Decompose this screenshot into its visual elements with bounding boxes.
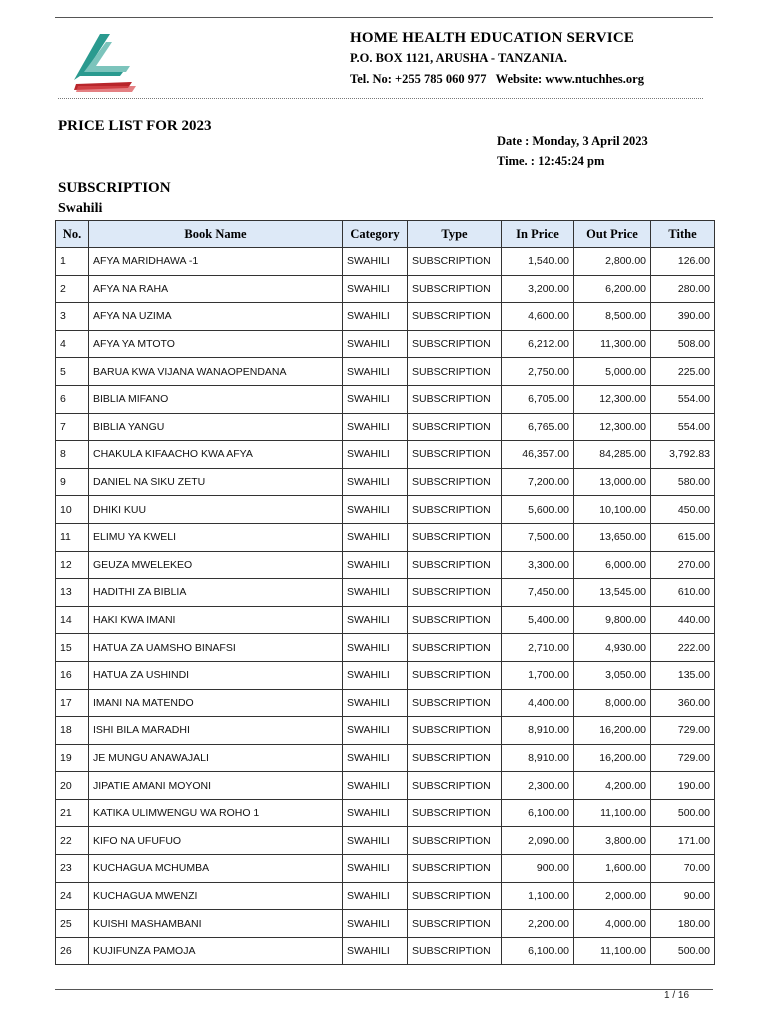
out-price-cell: 5,000.00 [574,358,651,386]
tithe-cell: 126.00 [651,248,715,276]
book-name-cell: CHAKULA KIFAACHO KWA AFYA [89,441,343,469]
table-row [56,579,715,607]
table-row [56,882,715,910]
book-name-cell: AFYA NA RAHA [89,275,343,303]
tithe-cell: 440.00 [651,606,715,634]
organization-name: HOME HEALTH EDUCATION SERVICE [350,30,635,46]
category-cell: SWAHILI [343,358,408,386]
category-cell: SWAHILI [343,385,408,413]
category-cell: SWAHILI [343,744,408,772]
document-date: Date : Monday, 3 April 2023 [497,134,648,148]
in-price-cell: 7,450.00 [502,579,574,607]
document-time: Time. : 12:45:24 pm [497,154,605,168]
type-cell: SUBSCRIPTION [408,579,502,607]
in-price-cell: 6,100.00 [502,937,574,965]
book-name-cell: HATUA ZA USHINDI [89,661,343,689]
out-price-cell: 3,800.00 [574,827,651,855]
book-name-cell: DANIEL NA SIKU ZETU [89,468,343,496]
out-price-cell: 84,285.00 [574,441,651,469]
category-cell: SWAHILI [343,551,408,579]
out-price-cell: 16,200.00 [574,717,651,745]
type-cell: SUBSCRIPTION [408,744,502,772]
type-cell: SUBSCRIPTION [408,937,502,965]
type-cell: SUBSCRIPTION [408,606,502,634]
row-number-cell: 25 [56,910,89,938]
column-header: Book Name [89,221,343,248]
out-price-cell: 2,000.00 [574,882,651,910]
in-price-cell: 1,100.00 [502,882,574,910]
row-number-cell: 24 [56,882,89,910]
out-price-cell: 9,800.00 [574,606,651,634]
book-name-cell: KATIKA ULIMWENGU WA ROHO 1 [89,799,343,827]
table-row [56,855,715,883]
table-row [56,248,715,276]
row-number-cell: 9 [56,468,89,496]
row-number-cell: 26 [56,937,89,965]
in-price-cell: 6,100.00 [502,799,574,827]
tithe-cell: 360.00 [651,689,715,717]
tithe-cell: 390.00 [651,303,715,331]
tithe-cell: 171.00 [651,827,715,855]
tithe-cell: 135.00 [651,661,715,689]
in-price-cell: 4,600.00 [502,303,574,331]
in-price-cell: 5,600.00 [502,496,574,524]
tithe-cell: 554.00 [651,413,715,441]
table-row [56,303,715,331]
out-price-cell: 2,800.00 [574,248,651,276]
category-cell: SWAHILI [343,855,408,883]
tithe-cell: 3,792.83 [651,441,715,469]
type-cell: SUBSCRIPTION [408,882,502,910]
type-cell: SUBSCRIPTION [408,248,502,276]
tithe-cell: 500.00 [651,937,715,965]
row-number-cell: 10 [56,496,89,524]
table-row [56,413,715,441]
book-name-cell: JIPATIE AMANI MOYONI [89,772,343,800]
out-price-cell: 8,000.00 [574,689,651,717]
table-header-row [56,221,715,248]
in-price-cell: 46,357.00 [502,441,574,469]
book-name-cell: KUCHAGUA MCHUMBA [89,855,343,883]
in-price-cell: 2,750.00 [502,358,574,386]
column-header: Category [343,221,408,248]
in-price-cell: 6,212.00 [502,330,574,358]
book-name-cell: JE MUNGU ANAWAJALI [89,744,343,772]
section-heading: SUBSCRIPTION [58,180,171,196]
out-price-cell: 4,930.00 [574,634,651,662]
row-number-cell: 6 [56,385,89,413]
table-row [56,744,715,772]
table-row [56,551,715,579]
out-price-cell: 11,100.00 [574,799,651,827]
tithe-cell: 615.00 [651,523,715,551]
category-cell: SWAHILI [343,827,408,855]
table-row [56,606,715,634]
tithe-cell: 180.00 [651,910,715,938]
category-cell: SWAHILI [343,799,408,827]
organization-logo [66,28,140,94]
category-cell: SWAHILI [343,413,408,441]
category-cell: SWAHILI [343,441,408,469]
book-name-cell: KIFO NA UFUFUO [89,827,343,855]
category-cell: SWAHILI [343,468,408,496]
type-cell: SUBSCRIPTION [408,385,502,413]
type-cell: SUBSCRIPTION [408,689,502,717]
in-price-cell: 6,765.00 [502,413,574,441]
table-row [56,827,715,855]
out-price-cell: 16,200.00 [574,744,651,772]
out-price-cell: 4,000.00 [574,910,651,938]
book-name-cell: DHIKI KUU [89,496,343,524]
row-number-cell: 22 [56,827,89,855]
column-header: In Price [502,221,574,248]
table-row [56,634,715,662]
column-header: No. [56,221,89,248]
category-cell: SWAHILI [343,248,408,276]
table-row [56,661,715,689]
table-row [56,358,715,386]
tithe-cell: 270.00 [651,551,715,579]
row-number-cell: 15 [56,634,89,662]
row-number-cell: 23 [56,855,89,883]
type-cell: SUBSCRIPTION [408,441,502,469]
category-cell: SWAHILI [343,634,408,662]
book-name-cell: HADITHI ZA BIBLIA [89,579,343,607]
tithe-cell: 729.00 [651,717,715,745]
tithe-cell: 70.00 [651,855,715,883]
page-indicator: 1 / 16 [664,990,690,1001]
category-cell: SWAHILI [343,717,408,745]
top-rule [55,17,713,18]
table-row [56,385,715,413]
footer-rule [55,989,713,990]
type-cell: SUBSCRIPTION [408,799,502,827]
out-price-cell: 6,200.00 [574,275,651,303]
table-row [56,717,715,745]
header-divider [58,98,703,99]
type-cell: SUBSCRIPTION [408,910,502,938]
table-row [56,275,715,303]
book-name-cell: KUCHAGUA MWENZI [89,882,343,910]
in-price-cell: 2,200.00 [502,910,574,938]
type-cell: SUBSCRIPTION [408,717,502,745]
category-cell: SWAHILI [343,330,408,358]
in-price-cell: 7,500.00 [502,523,574,551]
book-name-cell: HAKI KWA IMANI [89,606,343,634]
type-cell: SUBSCRIPTION [408,772,502,800]
book-name-cell: BIBLIA YANGU [89,413,343,441]
category-cell: SWAHILI [343,303,408,331]
category-cell: SWAHILI [343,579,408,607]
in-price-cell: 5,400.00 [502,606,574,634]
type-cell: SUBSCRIPTION [408,661,502,689]
book-name-cell: KUISHI MASHAMBANI [89,910,343,938]
type-cell: SUBSCRIPTION [408,827,502,855]
in-price-cell: 6,705.00 [502,385,574,413]
category-cell: SWAHILI [343,689,408,717]
book-name-cell: GEUZA MWELEKEO [89,551,343,579]
tithe-cell: 450.00 [651,496,715,524]
tithe-cell: 580.00 [651,468,715,496]
row-number-cell: 12 [56,551,89,579]
type-cell: SUBSCRIPTION [408,551,502,579]
row-number-cell: 7 [56,413,89,441]
in-price-cell: 8,910.00 [502,744,574,772]
row-number-cell: 21 [56,799,89,827]
out-price-cell: 6,000.00 [574,551,651,579]
in-price-cell: 3,300.00 [502,551,574,579]
book-name-cell: AFYA MARIDHAWA -1 [89,248,343,276]
organization-contact: Tel. No: +255 785 060 977 Website: www.ntuchhes.org [350,72,644,86]
table-row [56,468,715,496]
row-number-cell: 13 [56,579,89,607]
organization-address: P.O. BOX 1121, ARUSHA - TANZANIA. [350,51,567,65]
category-cell: SWAHILI [343,937,408,965]
out-price-cell: 13,650.00 [574,523,651,551]
category-cell: SWAHILI [343,772,408,800]
row-number-cell: 2 [56,275,89,303]
table-row [56,330,715,358]
row-number-cell: 5 [56,358,89,386]
document-meta [497,131,648,171]
category-cell: SWAHILI [343,496,408,524]
table-body [56,248,715,965]
table-row [56,441,715,469]
category-cell: SWAHILI [343,910,408,938]
tithe-cell: 222.00 [651,634,715,662]
in-price-cell: 1,540.00 [502,248,574,276]
out-price-cell: 10,100.00 [574,496,651,524]
type-cell: SUBSCRIPTION [408,275,502,303]
out-price-cell: 3,050.00 [574,661,651,689]
row-number-cell: 1 [56,248,89,276]
document-title: PRICE LIST FOR 2023 [58,118,212,134]
tithe-cell: 508.00 [651,330,715,358]
in-price-cell: 1,700.00 [502,661,574,689]
row-number-cell: 16 [56,661,89,689]
row-number-cell: 17 [56,689,89,717]
row-number-cell: 20 [56,772,89,800]
tithe-cell: 280.00 [651,275,715,303]
type-cell: SUBSCRIPTION [408,855,502,883]
table-row [56,772,715,800]
tithe-cell: 500.00 [651,799,715,827]
out-price-cell: 1,600.00 [574,855,651,883]
type-cell: SUBSCRIPTION [408,523,502,551]
category-cell: SWAHILI [343,661,408,689]
organization-info [350,30,644,87]
category-cell: SWAHILI [343,606,408,634]
price-table [55,220,715,965]
type-cell: SUBSCRIPTION [408,468,502,496]
in-price-cell: 3,200.00 [502,275,574,303]
column-header: Out Price [574,221,651,248]
row-number-cell: 19 [56,744,89,772]
subsection-heading: Swahili [58,201,103,216]
book-name-cell: BIBLIA MIFANO [89,385,343,413]
table-row [56,910,715,938]
table-row [56,937,715,965]
in-price-cell: 8,910.00 [502,717,574,745]
book-name-cell: BARUA KWA VIJANA WANAOPENDANA [89,358,343,386]
in-price-cell: 4,400.00 [502,689,574,717]
out-price-cell: 13,000.00 [574,468,651,496]
in-price-cell: 2,090.00 [502,827,574,855]
tithe-cell: 554.00 [651,385,715,413]
out-price-cell: 4,200.00 [574,772,651,800]
type-cell: SUBSCRIPTION [408,303,502,331]
column-header: Tithe [651,221,715,248]
tithe-cell: 225.00 [651,358,715,386]
row-number-cell: 18 [56,717,89,745]
row-number-cell: 3 [56,303,89,331]
book-name-cell: AFYA NA UZIMA [89,303,343,331]
out-price-cell: 11,300.00 [574,330,651,358]
book-name-cell: IMANI NA MATENDO [89,689,343,717]
in-price-cell: 2,300.00 [502,772,574,800]
out-price-cell: 11,100.00 [574,937,651,965]
out-price-cell: 12,300.00 [574,413,651,441]
out-price-cell: 12,300.00 [574,385,651,413]
table-row [56,496,715,524]
book-name-cell: ISHI BILA MARADHI [89,717,343,745]
book-name-cell: ELIMU YA KWELI [89,523,343,551]
category-cell: SWAHILI [343,882,408,910]
type-cell: SUBSCRIPTION [408,634,502,662]
table-row [56,689,715,717]
table-row [56,799,715,827]
book-name-cell: HATUA ZA UAMSHO BINAFSI [89,634,343,662]
row-number-cell: 8 [56,441,89,469]
book-name-cell: AFYA YA MTOTO [89,330,343,358]
tithe-cell: 90.00 [651,882,715,910]
tithe-cell: 729.00 [651,744,715,772]
type-cell: SUBSCRIPTION [408,358,502,386]
in-price-cell: 900.00 [502,855,574,883]
table-row [56,523,715,551]
category-cell: SWAHILI [343,523,408,551]
tithe-cell: 190.00 [651,772,715,800]
row-number-cell: 4 [56,330,89,358]
out-price-cell: 8,500.00 [574,303,651,331]
category-cell: SWAHILI [343,275,408,303]
out-price-cell: 13,545.00 [574,579,651,607]
type-cell: SUBSCRIPTION [408,330,502,358]
type-cell: SUBSCRIPTION [408,413,502,441]
type-cell: SUBSCRIPTION [408,496,502,524]
book-name-cell: KUJIFUNZA PAMOJA [89,937,343,965]
column-header: Type [408,221,502,248]
row-number-cell: 14 [56,606,89,634]
tithe-cell: 610.00 [651,579,715,607]
row-number-cell: 11 [56,523,89,551]
in-price-cell: 2,710.00 [502,634,574,662]
in-price-cell: 7,200.00 [502,468,574,496]
